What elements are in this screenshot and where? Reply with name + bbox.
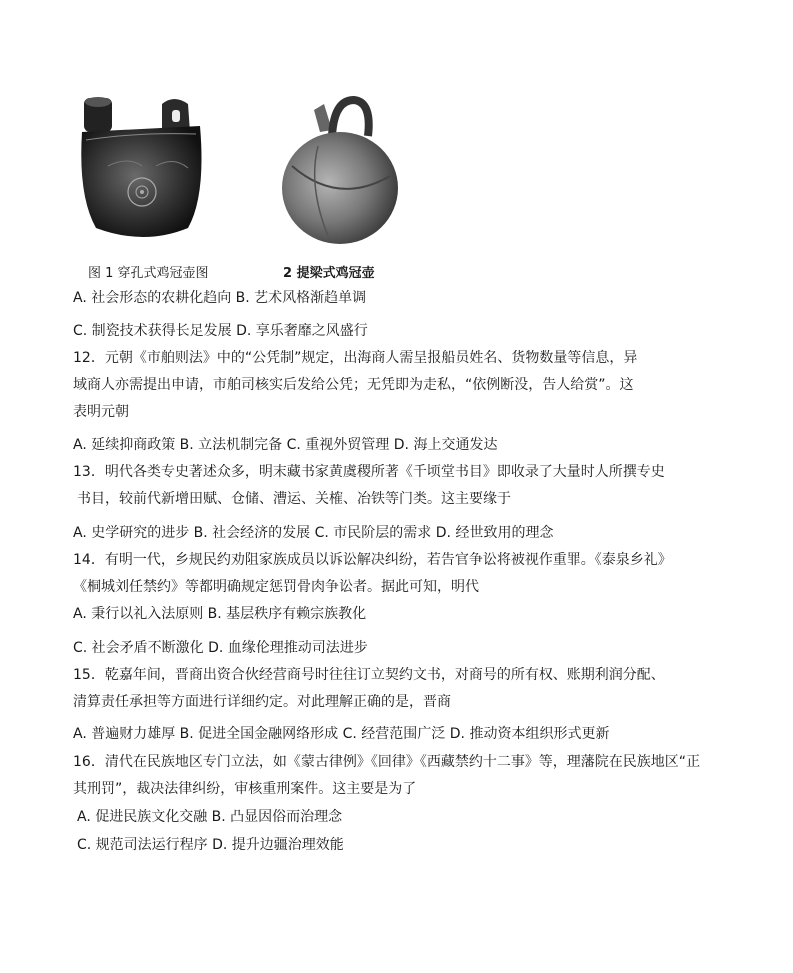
q16-stem-line1: 16．清代在民族地区专门立法，如《蒙古律例》《回律》《西藏禁约十二事》等，理藩院在民族地区“正: [73, 754, 701, 770]
q15-stem-line1: 15．乾嘉年间，晋商出资合伙经营商号时往往订立契约文书，对商号的所有权、账期利润分配、: [73, 667, 665, 683]
q12-stem-line2: 域商人亦需提出申请，市舶司核实后发给公凭；无凭即为走私，“依例断没，告人给赏”。这: [73, 377, 634, 393]
q12-stem-line3: 表明元朝: [73, 404, 129, 420]
figure-2-caption: 2 提梁式鸡冠壶: [283, 266, 375, 281]
q15-options: A. 普遍财力雄厚 B. 促进全国金融网络形成 C. 经营范围广泛 D. 推动资本组织形式更新: [73, 726, 610, 742]
pierced-cockscomb-pot-image: [78, 96, 208, 246]
loop-handle-cockscomb-pot-image: [278, 96, 406, 246]
q11-options-cd: C. 制瓷技术获得长足发展 D. 享乐奢靡之风盛行: [73, 323, 368, 339]
figure-1-caption: 图 1 穿孔式鸡冠壶图: [88, 266, 209, 281]
q13-stem-line1: 13．明代各类专史著述众多，明末藏书家黄虞稷所著《千顷堂书目》即收录了大量时人所撰专史: [73, 464, 665, 480]
q12-stem-line1: 12．元朝《市舶则法》中的“公凭制”规定，出海商人需呈报船员姓名、货物数量等信息，异: [73, 350, 638, 366]
q13-options: A. 史学研究的进步 B. 社会经济的发展 C. 市民阶层的需求 D. 经世致用的理念: [73, 525, 554, 541]
q14-options-cd: C. 社会矛盾不断激化 D. 血缘伦理推动司法进步: [73, 640, 368, 656]
q15-stem-line2: 清算责任承担等方面进行详细约定。对此理解正确的是，晋商: [73, 694, 451, 710]
q14-stem-line1: 14．有明一代，乡规民约劝阻家族成员以诉讼解决纠纷，若告官争讼将被视作重罪。《泰泉乡礼》: [73, 552, 672, 568]
q12-options: A. 延续抑商政策 B. 立法机制完备 C. 重视外贸管理 D. 海上交通发达: [73, 437, 498, 453]
q16-stem-line2: 其刑罚”，裁决法律纠纷，审核重刑案件。这主要是为了: [73, 781, 417, 797]
q11-options-ab: A. 社会形态的农耕化趋向 B. 艺术风格渐趋单调: [73, 290, 367, 306]
q16-options-cd: C. 规范司法运行程序 D. 提升边疆治理效能: [77, 837, 344, 853]
q16-options-ab: A. 促进民族文化交融 B. 凸显因俗而治理念: [77, 809, 343, 825]
q14-options-ab: A. 秉行以礼入法原则 B. 基层秩序有赖宗族教化: [73, 606, 367, 622]
q13-stem-line2: 书目，较前代新增田赋、仓储、漕运、关榷、冶铁等门类。这主要缘于: [77, 491, 511, 507]
q14-stem-line2: 《桐城刘任禁约》等都明确规定惩罚骨肉争讼者。据此可知，明代: [73, 579, 479, 595]
